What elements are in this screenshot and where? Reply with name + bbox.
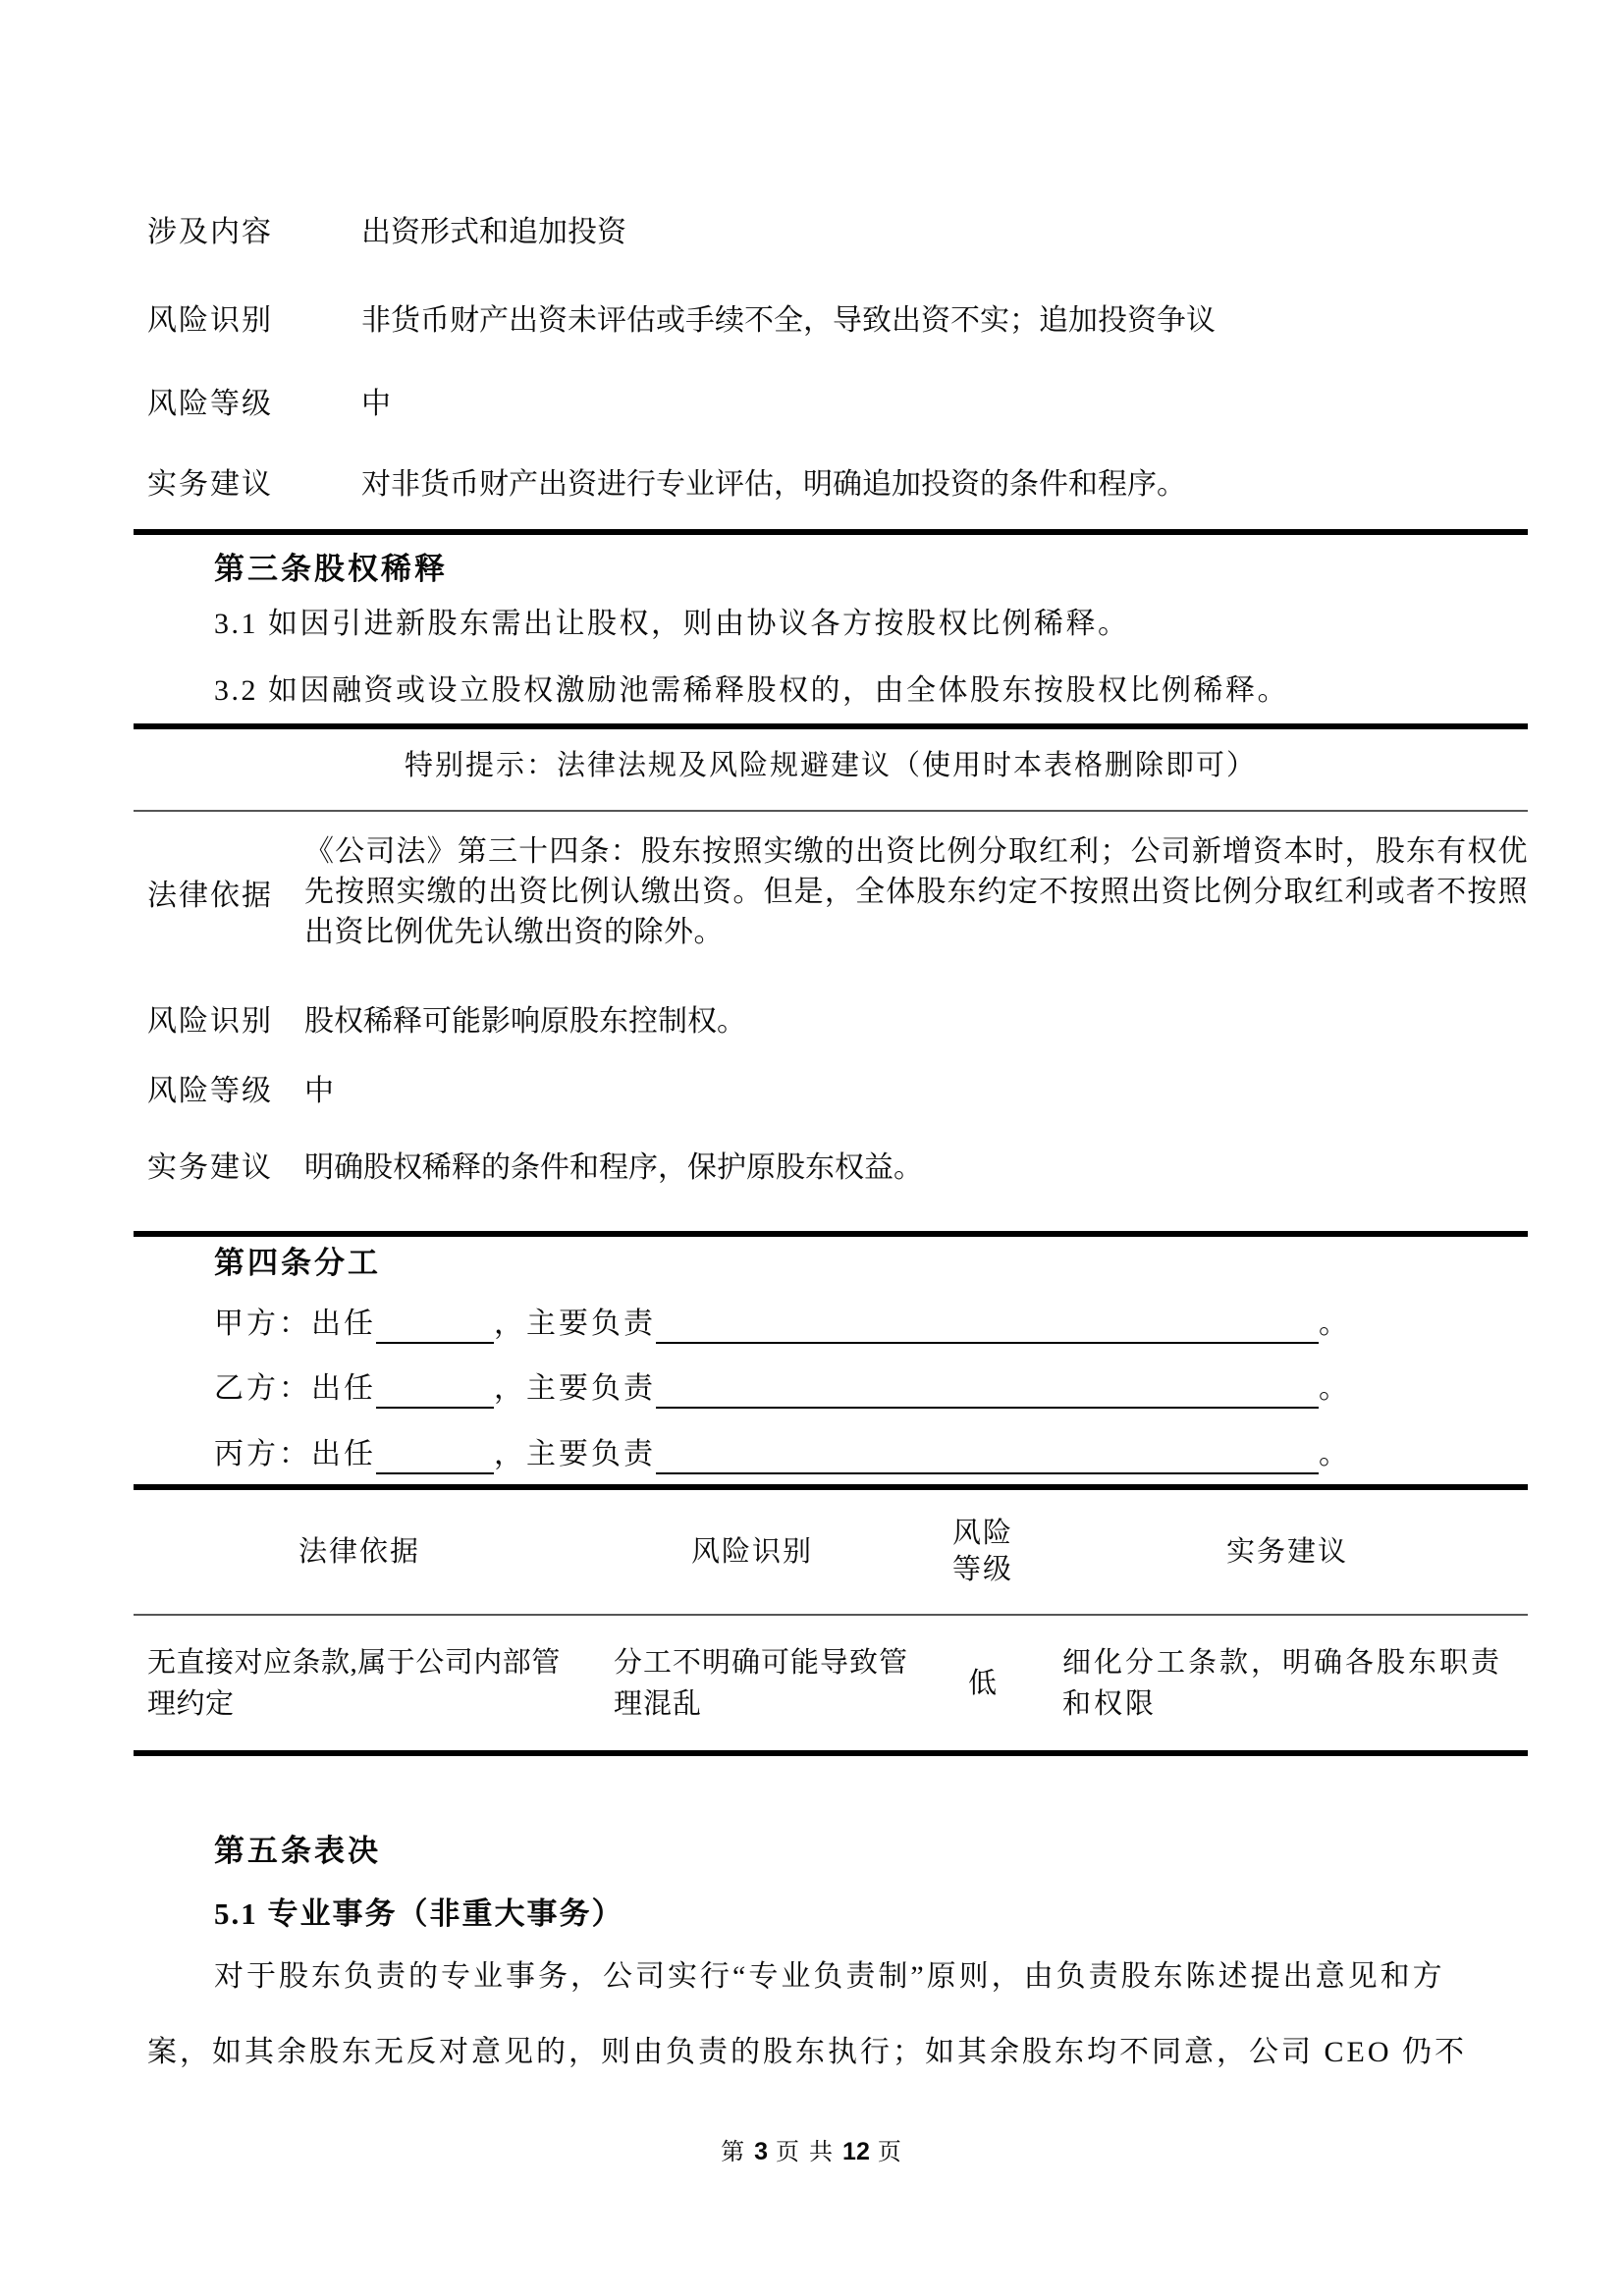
party-end: 。 (1319, 1438, 1351, 1470)
clause-3-2: 3.2 如因融资或设立股权激励池需稀释股权的，由全体股东按股权比例稀释。 (214, 674, 1289, 707)
clause-3-1: 3.1 如因引进新股东需出让股权，则由协议各方按股权比例稀释。 (214, 608, 1130, 640)
page-indicator (0, 2132, 1624, 2166)
article3-heading: 第三条股权稀释 (214, 552, 448, 586)
summary-row-value: 出资形式和追加投资 (361, 216, 626, 248)
party-line-bing (214, 1435, 1351, 1474)
notice-caption: 特别提示：法律法规及风险规避建议（使用时本表格删除即可） (404, 750, 1257, 781)
article5-heading: 第五条表决 (214, 1834, 381, 1868)
summary-row-label: 风险等级 (147, 388, 273, 420)
cell-risk: 分工不明确可能导致管理混乱 (614, 1646, 909, 1720)
notice-row (147, 1002, 1528, 1041)
notice-row-value: 明确股权稀释的条件和程序，保护原股东权益。 (304, 1151, 923, 1184)
summary-row (147, 465, 1528, 505)
party-mid: ，主要负责 (494, 1438, 656, 1470)
party-lead: 丙方：出任 (214, 1438, 376, 1470)
division-table-row (134, 1616, 1528, 1750)
header-cell-level (919, 1490, 1047, 1614)
header-cell-law: 法律依据 (298, 1535, 420, 1568)
summary-row (147, 301, 1528, 341)
article5-subheading: 5.1 专业事务（非重大事务） (214, 1896, 624, 1931)
horizontal-rule (134, 1231, 1528, 1237)
horizontal-rule (134, 529, 1528, 535)
cell-advice: 细化分工条款，明确各股东职责和权限 (1062, 1646, 1503, 1720)
notice-row-label: 实务建议 (147, 1151, 273, 1184)
summary-row-label: 实务建议 (147, 468, 273, 501)
header-cell-risk: 风险识别 (690, 1535, 813, 1568)
article4-heading: 第四条分工 (214, 1246, 381, 1280)
party-mid: ，主要负责 (494, 1308, 656, 1340)
division-table-bottom-rule (134, 1750, 1528, 1756)
blank-underline (376, 1373, 494, 1409)
summary-row-label: 涉及内容 (147, 216, 273, 248)
notice-row (147, 1072, 1528, 1111)
page-indicator-suffix: 页 (877, 2140, 903, 2165)
summary-row-label: 风险识别 (147, 304, 273, 337)
page-number: 3 (754, 2138, 769, 2165)
article5-paragraph-line1: 对于股东负责的专业事务，公司实行“专业负责制”原则，由负责股东陈述提出意见和方 (214, 1960, 1445, 1993)
summary-row-value: 中 (361, 388, 391, 420)
law-basis-row (147, 831, 1528, 952)
header-cell-level-text: 风险等级 (951, 1518, 1013, 1585)
law-basis-value: 《公司法》第三十四条：股东按照实缴的出资比例分取红利；公司新增资本时，股东有权优先按照实缴的出资比例认缴出资。但是，全体股东约定不按照出资比例分取红利或者不按照出资比例优先认缴出资的除外。 (304, 835, 1528, 948)
blank-underline (376, 1439, 494, 1474)
cell-risk-level: 低 (967, 1667, 998, 1699)
blank-underline (376, 1308, 494, 1344)
party-line-yi (214, 1369, 1351, 1409)
party-end: 。 (1319, 1372, 1351, 1405)
blank-underline (656, 1373, 1319, 1409)
party-mid: ，主要负责 (494, 1372, 656, 1405)
law-basis-label: 法律依据 (147, 879, 273, 912)
header-cell-advice: 实务建议 (1225, 1535, 1348, 1568)
notice-row-label: 风险识别 (147, 1005, 273, 1038)
summary-row-value: 对非货币财产出资进行专业评估，明确追加投资的条件和程序。 (361, 468, 1186, 501)
horizontal-rule (134, 723, 1528, 729)
blank-underline (656, 1439, 1319, 1474)
party-lead: 甲方：出任 (214, 1308, 376, 1340)
page-total: 12 (842, 2138, 870, 2165)
page-indicator-prefix: 第 (721, 2140, 747, 2165)
party-line-jia (214, 1305, 1351, 1344)
blank-underline (656, 1308, 1319, 1344)
notice-row (147, 1148, 1528, 1188)
cell-law-basis: 无直接对应条款,属于公司内部管理约定 (147, 1646, 561, 1720)
party-lead: 乙方：出任 (214, 1372, 376, 1405)
notice-row-value: 股权稀释可能影响原股东控制权。 (304, 1005, 746, 1038)
notice-row-value: 中 (304, 1075, 334, 1107)
summary-row-value: 非货币财产出资未评估或手续不全，导致出资不实；追加投资争议 (361, 304, 1216, 337)
article5-paragraph-line2: 案，如其余股东无反对意见的，则由负责的股东执行；如其余股东均不同意，公司 CEO 仍不 (147, 2036, 1467, 2068)
summary-row (147, 213, 1528, 252)
summary-row (147, 385, 1528, 424)
party-end: 。 (1319, 1308, 1351, 1340)
page-indicator-middle: 页 共 (776, 2140, 836, 2165)
horizontal-rule (134, 810, 1528, 812)
notice-row-label: 风险等级 (147, 1075, 273, 1107)
division-table-header (134, 1490, 1528, 1614)
